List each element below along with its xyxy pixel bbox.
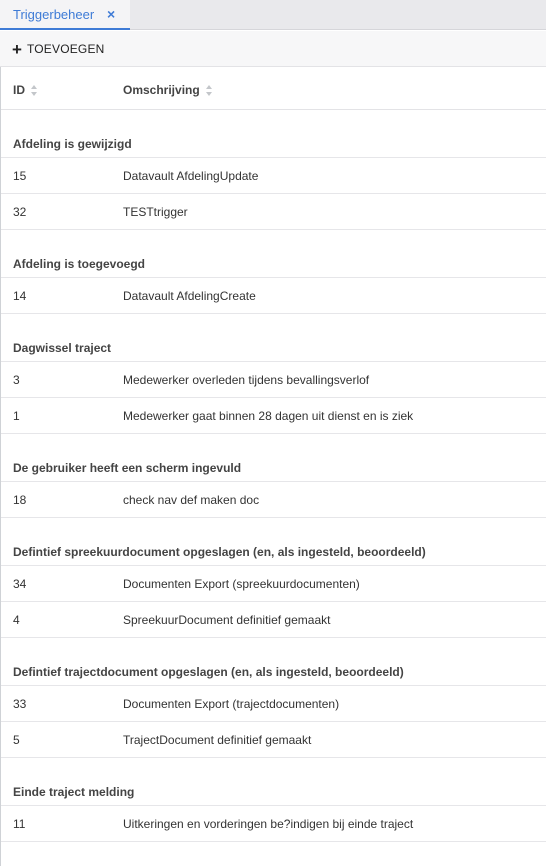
group-header — [1, 638, 546, 686]
cell-omschrijving: Medewerker overleden tijdens bevallingsverlof — [123, 373, 370, 387]
group-header — [1, 110, 546, 158]
toolbar — [0, 31, 546, 67]
add-button-label: TOEVOEGEN — [26, 42, 105, 56]
sort-icon — [206, 85, 213, 96]
table-row[interactable] — [1, 566, 546, 602]
cell-omschrijving: Medewerker gaat binnen 28 dagen uit dienst en is ziek — [123, 409, 414, 423]
table-row[interactable] — [1, 722, 546, 758]
cell-omschrijving: SpreekuurDocument definitief gemaakt — [123, 613, 331, 627]
cell-omschrijving: TrajectDocument definitief gemaakt — [123, 733, 312, 747]
group-header — [1, 314, 546, 362]
cell-omschrijving: Datavault AfdelingCreate — [123, 289, 256, 303]
group-label: Dagwissel traject — [13, 341, 112, 355]
cell-omschrijving: Uitkeringen en vorderingen be?indigen bij einde traject — [123, 817, 414, 831]
table-row[interactable] — [1, 194, 546, 230]
table-row[interactable] — [1, 806, 546, 842]
group-label: Defintief spreekuurdocument opgeslagen (en, als ingesteld, beoordeeld) — [13, 545, 426, 559]
group-header — [1, 434, 546, 482]
column-header-label: ID — [13, 83, 25, 97]
cell-id: 33 — [13, 697, 27, 711]
cell-omschrijving: Documenten Export (trajectdocumenten) — [123, 697, 340, 711]
table-row[interactable] — [1, 398, 546, 434]
plus-icon: + — [12, 39, 22, 59]
group-label: Defintief trajectdocument opgeslagen (en, als ingesteld, beoordeeld) — [13, 665, 404, 679]
cell-omschrijving: TESTtrigger — [123, 205, 188, 219]
table-row[interactable] — [1, 482, 546, 518]
tab-triggerbeheer[interactable] — [0, 0, 130, 30]
column-header-omschrijving[interactable] — [123, 83, 213, 97]
cell-id: 1 — [13, 409, 20, 423]
cell-id: 32 — [13, 205, 27, 219]
cell-omschrijving: Documenten Export (spreekuurdocumenten) — [123, 577, 360, 591]
tab-label: Triggerbeheer — [13, 6, 95, 22]
table-row[interactable] — [1, 686, 546, 722]
cell-id: 15 — [13, 169, 27, 183]
column-header-label: Omschrijving — [123, 83, 200, 97]
group-header — [1, 230, 546, 278]
table-row[interactable] — [1, 602, 546, 638]
cell-id: 18 — [13, 493, 27, 507]
group-label: Afdeling is gewijzigd — [13, 137, 132, 151]
sort-icon — [31, 85, 38, 96]
cell-omschrijving: Datavault AfdelingUpdate — [123, 169, 259, 183]
group-header — [1, 758, 546, 806]
table-header — [1, 67, 546, 110]
cell-id: 4 — [13, 613, 20, 627]
trigger-table — [0, 67, 546, 866]
cell-id: 34 — [13, 577, 27, 591]
table-row[interactable] — [1, 362, 546, 398]
table-body — [1, 110, 546, 842]
cell-id: 3 — [13, 373, 20, 387]
group-label: Einde traject melding — [13, 785, 135, 799]
cell-omschrijving: check nav def maken doc — [123, 493, 260, 507]
close-icon[interactable]: × — [107, 6, 116, 22]
cell-id: 14 — [13, 289, 27, 303]
add-button[interactable] — [12, 39, 105, 59]
cell-id: 11 — [13, 817, 26, 831]
group-header — [1, 518, 546, 566]
group-label: Afdeling is toegevoegd — [13, 257, 146, 271]
table-row[interactable] — [1, 158, 546, 194]
cell-id: 5 — [13, 733, 20, 747]
table-row[interactable] — [1, 278, 546, 314]
group-label: De gebruiker heeft een scherm ingevuld — [13, 461, 242, 475]
tab-bar — [0, 0, 546, 30]
column-header-id[interactable] — [13, 83, 38, 97]
